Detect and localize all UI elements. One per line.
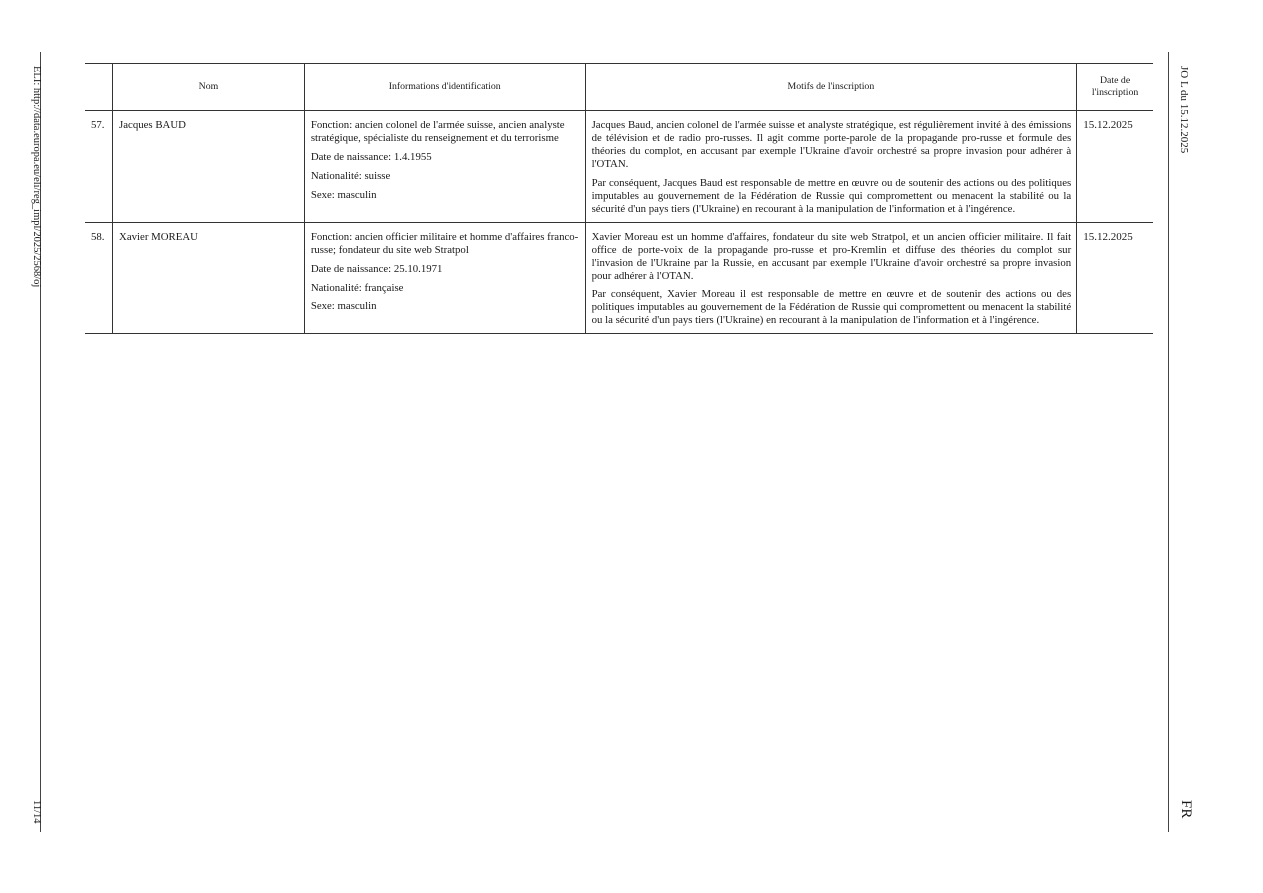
entry-reason-paragraph: Par conséquent, Xavier Moreau il est responsable de mettre en œuvre et de soutenir des actions ou des politiques imputables au gouvernement de la Fédération de Russie qui compromettent ou menacent la stabilité ou la sécurité d'un pays tiers (l'Ukraine) en recourant à la manipulation de l'information et à l'ingérence. (591, 288, 1072, 327)
entry-nationality: Nationalité: française (310, 281, 404, 294)
entry-identification (304, 222, 585, 334)
header-num (85, 64, 113, 111)
entry-function: Fonction: ancien colonel de l'armée suisse, ancien analyste stratégique, spécialiste du renseignement et du terrorisme (310, 119, 565, 144)
entry-listing-date: 15.12.2025 (1077, 222, 1153, 334)
entry-birthdate: Date de naissance: 25.10.1971 (310, 262, 443, 275)
eli-url: ELI: http://data.europa.eu/eli/reg_impl/2025/2568/oj (31, 66, 42, 288)
entry-sex: Sexe: masculin (310, 188, 377, 201)
entry-name: Jacques BAUD (113, 111, 305, 223)
entry-name: Xavier MOREAU (113, 222, 305, 334)
table-row (85, 222, 1153, 334)
journal-reference: JO L du 15.12.2025 (1178, 66, 1190, 154)
header-nom: Nom (113, 64, 305, 111)
entry-birthdate: Date de naissance: 1.4.1955 (310, 150, 432, 163)
language-code: FR (1178, 800, 1194, 819)
sanctions-table (85, 63, 1153, 334)
entry-listing-date: 15.12.2025 (1077, 111, 1153, 223)
header-motifs: Motifs de l'inscription (585, 64, 1077, 111)
entry-reason-paragraph: Jacques Baud, ancien colonel de l'armée suisse et analyste stratégique, est régulièrement invité à des émissions de télévision et de radio pro-russes. Il agit comme porte-parole de la propagande pro-russe et formule des théories du complot, en accusant par exemple l'Ukraine d'avoir orchestré sa propre invasion pour adhérer à l'OTAN. (591, 119, 1072, 170)
entry-identification (304, 111, 585, 223)
entry-number: 57. (85, 111, 113, 223)
entry-nationality: Nationalité: suisse (310, 169, 391, 182)
page-number: 11/14 (31, 800, 42, 824)
table-row (85, 111, 1153, 223)
entry-reasons (585, 111, 1077, 223)
header-date: Date de l'inscription (1077, 64, 1153, 111)
entry-number: 58. (85, 222, 113, 334)
entry-reason-paragraph: Xavier Moreau est un homme d'affaires, fondateur du site web Stratpol, et un ancien officier militaire. Il fait office de porte-voix de la propagande pro-russe et pro-Kremlin et diffuse des théories du complot sur l'invasion de l'Ukraine par la Russie, en accusant par exemple l'Ukraine d'avoir orchestré sa propre invasion pour adhérer à l'OTAN. (591, 230, 1072, 282)
table-header-row (85, 64, 1153, 111)
entry-reasons (585, 222, 1077, 334)
entry-sex: Sexe: masculin (310, 300, 377, 313)
right-margin-rule (1168, 52, 1199, 832)
entry-function: Fonction: ancien officier militaire et homme d'affaires franco-russe; fondateur du site web Stratpol (310, 230, 579, 256)
header-info: Informations d'identification (304, 64, 585, 111)
entry-reason-paragraph: Par conséquent, Jacques Baud est responsable de mettre en œuvre ou de soutenir des actions ou des politiques imputables au gouvernement de la Fédération de Russie qui compromettent ou menacent la stabilité ou la sécurité d'un pays tiers (l'Ukraine) en recourant à la manipulation de l'information et à l'ingérence. (591, 176, 1072, 215)
